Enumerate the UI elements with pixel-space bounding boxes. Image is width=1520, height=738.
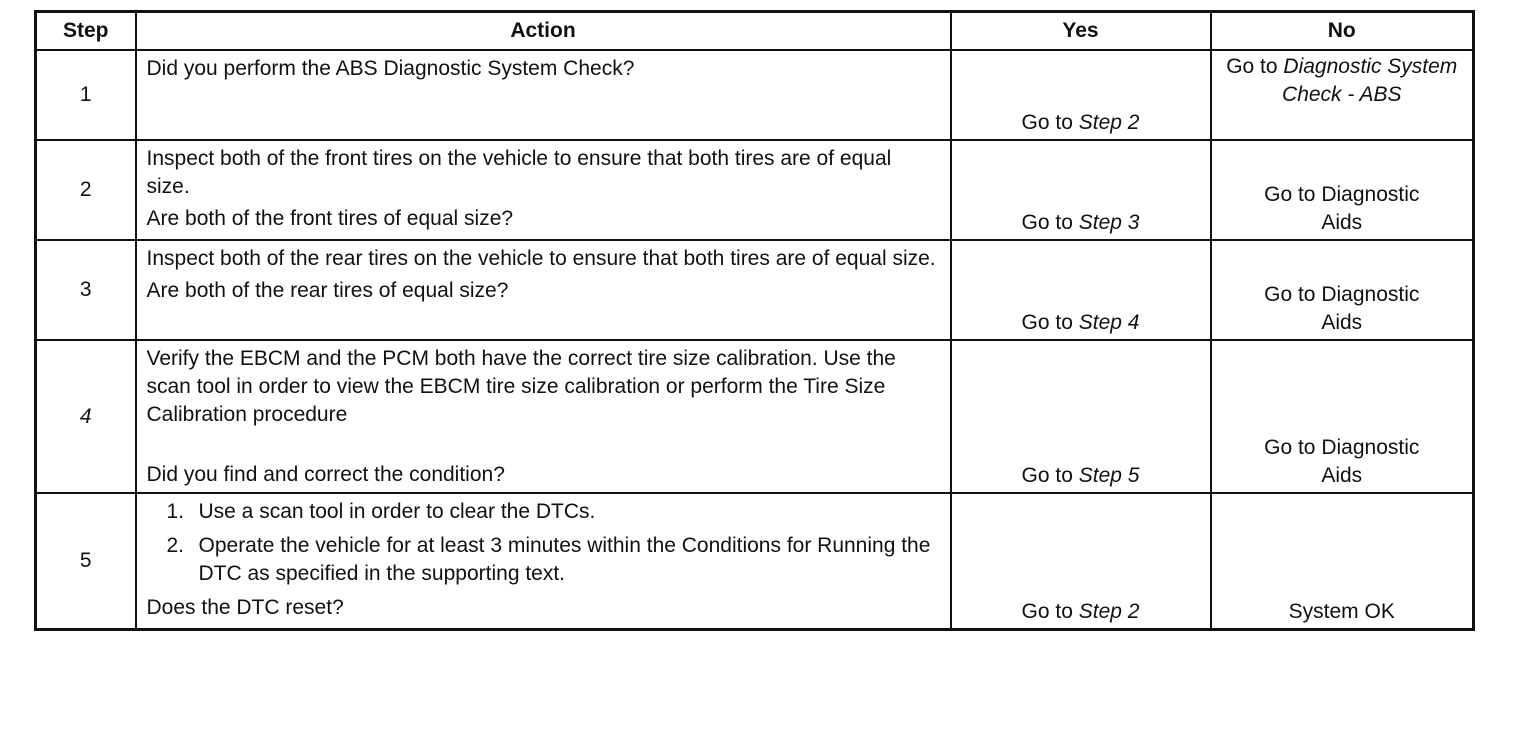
action-question: Are both of the front tires of equal size? [146, 207, 514, 230]
action-steps-list [147, 498, 940, 588]
yes-prefix: Go to [1021, 311, 1073, 334]
action-cell [136, 493, 951, 629]
yes-cell [951, 340, 1211, 493]
header-no: No [1211, 12, 1474, 51]
list-item [167, 498, 940, 526]
list-item-number: 2. [166, 534, 185, 557]
list-item-text: Use a scan tool in order to clear the DTCs. [198, 500, 596, 523]
table-row [36, 140, 1474, 240]
table-row [36, 340, 1474, 493]
yes-cell [951, 140, 1211, 240]
step-number: 1 [36, 50, 136, 140]
action-question: Are both of the rear tires of equal size? [146, 279, 509, 302]
list-item-text: Operate the vehicle for at least 3 minutes within the Conditions for Running the DTC as specified in the supporting text. [198, 534, 931, 585]
action-cell [136, 50, 951, 140]
yes-step-link[interactable]: Step 2 [1078, 111, 1140, 134]
header-step: Step [36, 12, 136, 51]
step-number: 3 [36, 240, 136, 340]
yes-prefix: Go to [1021, 464, 1073, 487]
action-text: Verify the EBCM and the PCM both have the correct tire size calibration. Use the scan tool in order to view the EBCM tire size calibration or perform the Tire Size Calibration procedure [146, 347, 896, 426]
action-question: Does the DTC reset? [146, 596, 344, 619]
no-prefix: Go to [1226, 55, 1278, 78]
yes-step-link[interactable]: Step 2 [1078, 599, 1140, 623]
header-yes: Yes [951, 12, 1211, 51]
table-row [36, 493, 1474, 629]
list-item [167, 532, 940, 588]
no-diagnostic-aids-link[interactable]: Go to Diagnostic Aids [1264, 283, 1420, 334]
action-question: Did you find and correct the condition? [146, 463, 505, 486]
yes-cell [951, 493, 1211, 629]
no-cell [1211, 493, 1474, 629]
step-number-text: 4 [79, 404, 92, 428]
table-row [36, 240, 1474, 340]
step-number: 2 [36, 140, 136, 240]
no-cell [1211, 340, 1474, 493]
action-cell [136, 240, 951, 340]
step-number [36, 340, 136, 493]
no-cell [1211, 140, 1474, 240]
yes-step-link[interactable]: Step 3 [1078, 211, 1140, 234]
table-header-row [36, 12, 1474, 51]
action-text: Inspect both of the rear tires on the vehicle to ensure that both tires are of equal size. [146, 247, 936, 270]
yes-step-link[interactable]: Step 4 [1078, 311, 1140, 334]
action-cell [136, 140, 951, 240]
table-row [36, 50, 1474, 140]
yes-prefix: Go to [1021, 599, 1073, 623]
yes-step-link[interactable]: Step 5 [1078, 464, 1140, 487]
no-cell [1211, 50, 1474, 140]
no-diagnostic-aids-link[interactable]: Go to Diagnostic Aids [1264, 436, 1420, 487]
header-action: Action [136, 12, 951, 51]
yes-cell [951, 50, 1211, 140]
action-cell [136, 340, 951, 493]
yes-cell [951, 240, 1211, 340]
yes-prefix: Go to [1021, 111, 1073, 134]
no-result-text: System OK [1288, 599, 1395, 623]
action-text: Inspect both of the front tires on the vehicle to ensure that both tires are of equal size. [146, 147, 892, 198]
list-item-number: 1. [166, 500, 185, 523]
no-cell [1211, 240, 1474, 340]
no-diagnostic-aids-link[interactable]: Go to Diagnostic Aids [1264, 183, 1420, 234]
diagnostic-table [34, 10, 1475, 631]
yes-prefix: Go to [1021, 211, 1073, 234]
no-diagnostic-link[interactable]: Diagnostic System Check - ABS [1282, 55, 1458, 106]
action-text: Did you perform the ABS Diagnostic System Check? [146, 57, 635, 80]
step-number: 5 [36, 493, 136, 629]
